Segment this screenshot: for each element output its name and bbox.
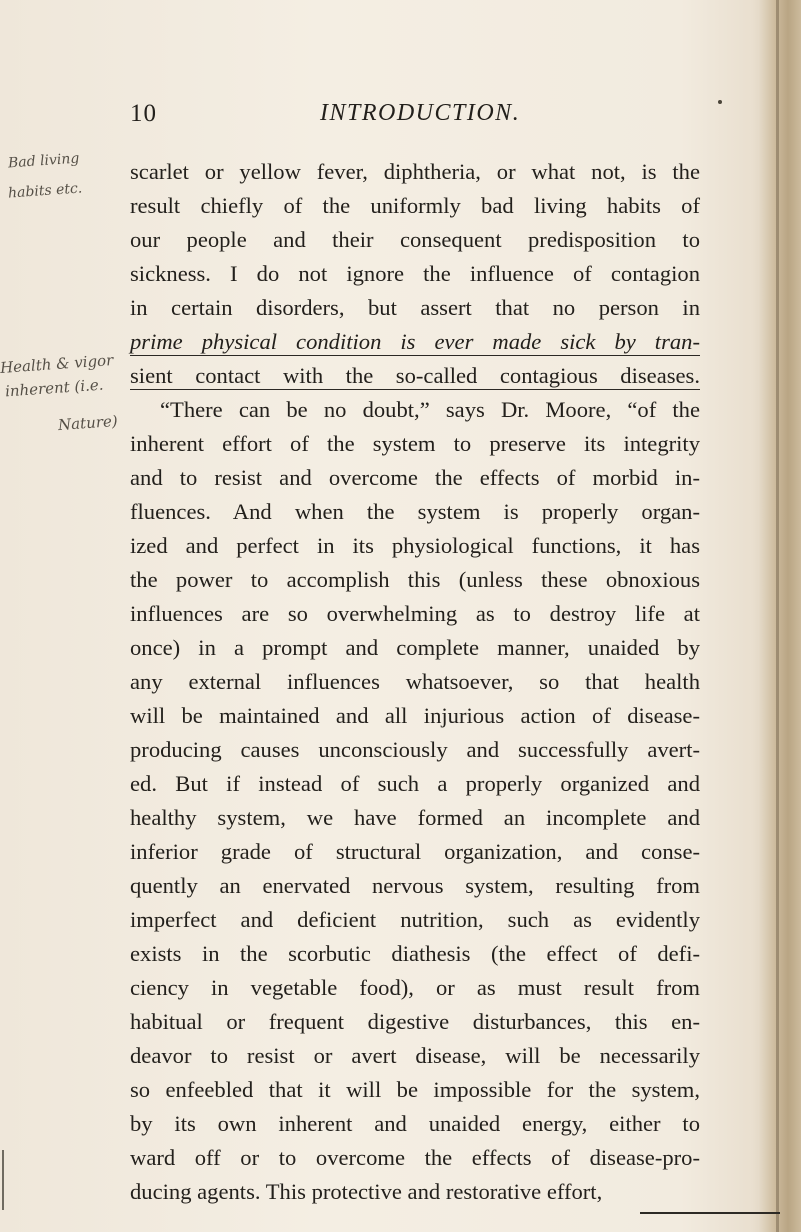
binding-shadow-line — [776, 0, 779, 1232]
text-line: producing causes unconsciously and successfully avert- — [130, 737, 700, 762]
text-line: inferior grade of structural organization, and conse- — [130, 839, 700, 864]
page-number: 10 — [130, 100, 157, 127]
text-line: sickness. I do not ignore the influence of contagion — [130, 261, 700, 286]
text-line: will be maintained and all injurious action of disease- — [130, 703, 700, 728]
text-line: influences are so overwhelming as to destroy life at — [130, 601, 700, 626]
margin-note: Bad living — [7, 150, 80, 172]
underlined-text: sient contact with the so-called contagious diseases. — [130, 363, 700, 388]
text-line: ward off or to overcome the effects of disease-pro- — [130, 1145, 700, 1170]
text-line: the power to accomplish this (unless these obnoxious — [130, 567, 700, 592]
text-line: quently an enervated nervous system, resulting from — [130, 873, 700, 898]
text-line: habitual or frequent digestive disturbances, this en- — [130, 1009, 700, 1034]
text-line: once) in a prompt and complete manner, unaided by — [130, 635, 700, 660]
text-line: ed. But if instead of such a properly organized and — [130, 771, 700, 796]
text-line: in certain disorders, but assert that no person in — [130, 295, 700, 320]
margin-note: inherent (i.e. — [4, 375, 105, 401]
margin-note: habits etc. — [7, 180, 83, 202]
text-line: fluences. And when the system is properly organ- — [130, 499, 700, 524]
text-line: ciency in vegetable food), or as must result from — [130, 975, 700, 1000]
text-line: and to resist and overcome the effects of morbid in- — [130, 465, 700, 490]
underlined-text: prime physical condition is ever made sick by tran- — [130, 329, 700, 354]
left-edge-mark — [2, 1150, 4, 1210]
text-line-underlined — [130, 325, 700, 359]
text-line: so enfeebled that it will be impossible for the system, — [130, 1077, 700, 1102]
text-line: our people and their consequent predisposition to — [130, 227, 700, 252]
text-line: inherent effort of the system to preserve its integrity — [130, 431, 700, 456]
text-line: ducing agents. This protective and restorative effort, — [130, 1179, 603, 1204]
text-line: exists in the scorbutic diathesis (the effect of defi- — [130, 941, 700, 966]
text-line: deavor to resist or avert disease, will be necessarily — [130, 1043, 700, 1068]
text-line: any external influences whatsoever, so that health — [130, 669, 700, 694]
running-head: INTRODUCTION. — [320, 100, 521, 126]
margin-note: Health & vigor — [0, 351, 114, 377]
text-line: scarlet or yellow fever, diphtheria, or what not, is the — [130, 159, 700, 184]
text-line: imperfect and deficient nutrition, such as evidently — [130, 907, 700, 932]
text-line: result chiefly of the uniformly bad living habits of — [130, 193, 700, 218]
text-line: ized and perfect in its physiological functions, it has — [130, 533, 700, 558]
margin-note: Nature) — [57, 411, 119, 435]
page-header — [0, 100, 801, 140]
bottom-edge-rule — [640, 1212, 780, 1214]
text-line: healthy system, we have formed an incomplete and — [130, 805, 700, 830]
text-line-underlined — [130, 359, 700, 393]
text-line: by its own inherent and unaided energy, either to — [130, 1111, 700, 1136]
body-text — [130, 155, 700, 1209]
page-binding-edge — [758, 0, 801, 1232]
quote-start-line: “There can be no doubt,” says Dr. Moore, “of the — [160, 397, 700, 422]
